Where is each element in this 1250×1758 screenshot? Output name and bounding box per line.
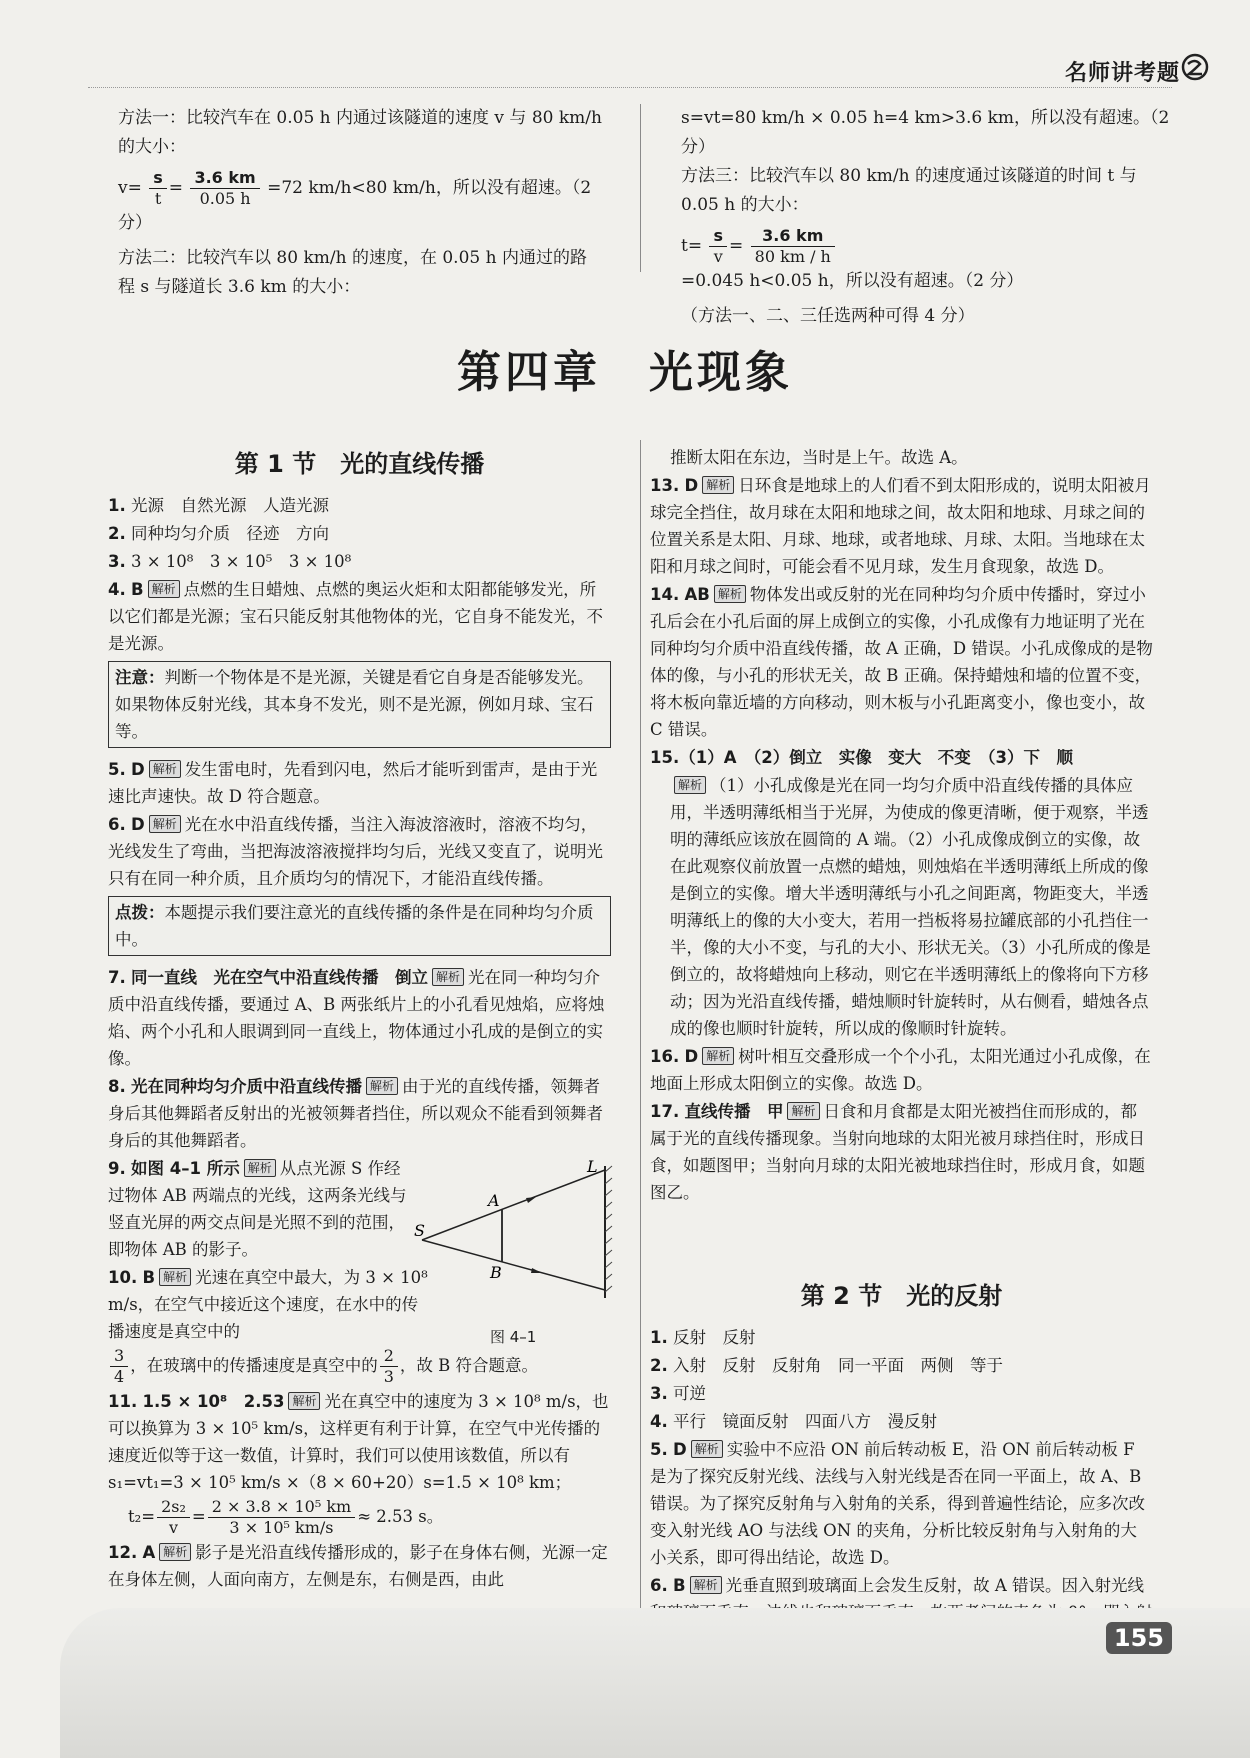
analysis-badge: 解析 bbox=[366, 1077, 398, 1095]
s2-q6-explanation: 光垂直照到玻璃面上会发生反射，故 A 错误。因入射光线 bbox=[725, 1576, 1144, 1595]
s1-q13 bbox=[650, 472, 1153, 580]
eq1-f2-den: 0.05 h bbox=[199, 189, 251, 208]
s1-q2 bbox=[108, 520, 611, 547]
q11-f2-den: 3 × 10⁵ km/s bbox=[229, 1518, 334, 1537]
s1-q4-choice: B bbox=[131, 580, 144, 599]
analysis-badge: 解析 bbox=[691, 1440, 723, 1458]
s1-q13-explanation: 日环食是地球上的人们看不到太阳形成的，说明太阳被月球完全挡住，故月球在太阳和地球之间，故太阳和地球、月球之间的位置关系是太阳、月球、地球，或者地球、月球、太阳。当地球在太阳和月球之间时，可能会看不见月球，发生月食现象，故选 D。 bbox=[650, 476, 1151, 576]
s1-q9-explanation: 从点光源 S 作经过物体 AB 两端点的光线，这两条光线与竖直光屏的两交点间是光照不到的范围，即物体 AB 的影子。 bbox=[108, 1159, 407, 1259]
s1-q12-choice: A bbox=[142, 1543, 156, 1562]
column-divider bbox=[640, 440, 641, 1610]
q10-f2-num: 2 bbox=[380, 1346, 398, 1367]
s1-q12-number: 12. bbox=[108, 1543, 138, 1562]
s1-q7-answer: 同一直线 光在空气中沿直线传播 倒立 bbox=[131, 968, 428, 987]
s1-q3-answer: 3 × 10⁸ 3 × 10⁵ 3 × 10⁸ bbox=[131, 552, 352, 571]
s1-q1-answer: 光源 自然光源 人造光源 bbox=[131, 496, 329, 515]
column-left bbox=[108, 492, 611, 1594]
note-box-2 bbox=[108, 896, 611, 956]
s1-q16-choice: D bbox=[684, 1047, 699, 1066]
analysis-badge: 解析 bbox=[702, 1047, 734, 1065]
top-left-block bbox=[118, 104, 618, 302]
q10-f2-den: 3 bbox=[383, 1367, 394, 1386]
note-text: 判断一个物体是不是光源，关键是看它自身是否能够发光。如果物体反射光线，其本身不发光，则不是光源，例如月球、宝石等。 bbox=[115, 668, 594, 741]
s1-q9-answer: 如图 4–1 所示 bbox=[131, 1159, 240, 1178]
tip-text: 本题提示我们要注意光的直线传播的条件是在同种均匀介质中。 bbox=[115, 903, 594, 949]
eq1-fraction-1 bbox=[149, 168, 167, 209]
q11-fraction-1 bbox=[157, 1497, 190, 1538]
q10-fraction-2 bbox=[380, 1346, 398, 1387]
tip-label: 点拨： bbox=[115, 903, 165, 922]
analysis-badge: 解析 bbox=[674, 776, 706, 794]
s1-q2-answer: 同种均匀介质 径迹 方向 bbox=[131, 524, 329, 543]
figure-4-1-diagram bbox=[412, 1160, 622, 1300]
eq3-fraction-1 bbox=[709, 226, 727, 267]
chapter-title: 第四章 光现象 bbox=[457, 347, 793, 398]
eq3-lhs: t= bbox=[681, 236, 703, 256]
method3-line2: 0.05 h 的大小： bbox=[681, 195, 809, 215]
method2-line2: 程 s 与隧道长 3.6 km 的大小： bbox=[118, 277, 361, 297]
s1-q14-choice: AB bbox=[684, 585, 710, 604]
s1-q5-explanation: 发生雷电时，先看到闪电，然后才能听到雷声，是由于光速比声速快。故 D 符合题意。 bbox=[108, 760, 598, 806]
s1-q15-explanation: （1）小孔成像是光在同一均匀介质中沿直线传播的具体应用，半透明薄纸相当于光屏，为使成的像更清晰，便于观察，半透明的薄纸应该放在圆筒的 A 端。（2）小孔成像成倒立的实像，故在此观察仪前放置一点燃的蜡烛，则烛焰在半透明薄纸上所成的像是倒立的实像。增大半透明薄纸与小孔之间距离，物距变大，半透明薄纸上的像的大小变大，若用一挡板将易拉罐底部的小孔挡住一半，像的大小不变，与孔的大小、形状无关。（3）小孔所成的像是倒立的，故将蜡烛向上移动，则它在半透明薄纸上的像将向下方移动；因为光沿直线传播，蜡烛顺时针旋转时，从右侧看，蜡烛各点成的像也顺时针旋转，所以成的像顺时针旋转。 bbox=[670, 776, 1151, 1038]
q11-f1-num: 2s₂ bbox=[157, 1497, 190, 1518]
s2-q5-explanation: 实验中不应沿 ON 前后转动板 E，沿 ON 前后转动板 F 是为了探究反射光线、法线与入射光线是否在同一平面上，故 A、B 错误。为了探究反射角与入射角的关系，得到普遍性结论，应多次改变入射光线 AO 与法线 ON 的夹角，分析比较反射角与入射角的大小关系，即可得出结论，故选 D。 bbox=[650, 1440, 1145, 1567]
method1-equation: v= $\frac{s}{t}$ = $\frac{3.6 km}{0.05 h}$ =72 km/h<80 km/h，所以没有超速。（2 分） bbox=[118, 168, 592, 233]
s1-q11-equation: t₂= $\frac{\text{2s₂}}{v}$ = $\frac{\text{2 × 3.8 × 10⁵ km}}{\text{3 × 10⁵ km/s}}$ ≈ 2.53 s。 bbox=[128, 1497, 444, 1537]
label-s: S bbox=[414, 1221, 425, 1240]
page-number: 155 bbox=[1106, 1622, 1172, 1654]
ray-upper bbox=[422, 1170, 605, 1240]
s2-q4-answer: 平行 镜面反射 四面八方 漫反射 bbox=[673, 1412, 937, 1431]
s1-q17 bbox=[650, 1098, 1153, 1206]
s1-q17-answer: 直线传播 甲 bbox=[684, 1102, 784, 1121]
s2-q5-number: 5. bbox=[650, 1440, 668, 1459]
eq1-f1-num: s bbox=[149, 168, 167, 189]
s1-q13-number: 13. bbox=[650, 476, 680, 495]
s1-q10-text3: ，故 B 符合题意。 bbox=[399, 1356, 538, 1375]
s1-q8-number: 8. bbox=[108, 1077, 126, 1096]
analysis-badge: 解析 bbox=[432, 968, 464, 986]
s1-q6-number: 6. bbox=[108, 815, 126, 834]
label-l: L bbox=[587, 1160, 598, 1176]
s1-q10 bbox=[108, 1264, 428, 1345]
s1-q14 bbox=[650, 581, 1153, 743]
eq3-f1-num: s bbox=[709, 226, 727, 247]
s2-q1-number: 1. bbox=[650, 1328, 668, 1347]
s1-q9-number: 9. bbox=[108, 1159, 126, 1178]
s1-q11 bbox=[108, 1388, 611, 1496]
header-brand: 名师讲考题 bbox=[1064, 61, 1180, 86]
q11-f1-den: v bbox=[168, 1518, 178, 1537]
s2-q6-number: 6. bbox=[650, 1576, 668, 1595]
eq3-fraction-2 bbox=[751, 226, 835, 267]
note-box-1 bbox=[108, 661, 611, 748]
method-note: （方法一、二、三任选两种可得 4 分） bbox=[681, 306, 975, 326]
screen-hatching bbox=[605, 1166, 612, 1292]
s1-q1 bbox=[108, 492, 611, 519]
s1-q4 bbox=[108, 576, 611, 657]
header-rule bbox=[88, 87, 1172, 88]
eq3-f2-den: 80 km / h bbox=[754, 247, 831, 266]
top-column-divider bbox=[640, 104, 641, 272]
s2-q4-number: 4. bbox=[650, 1412, 668, 1431]
s1-q8-explanation: 由于光的直线传播，领舞者身后其他舞蹈者反射出的光被领舞者挡住，所以观众不能看到领舞者身后的其他舞蹈者。 bbox=[108, 1077, 603, 1150]
s2-q1-answer: 反射 反射 bbox=[673, 1328, 756, 1347]
s2-q3 bbox=[650, 1380, 1153, 1407]
analysis-badge: 解析 bbox=[714, 585, 746, 603]
s2-q3-answer: 可逆 bbox=[673, 1384, 706, 1403]
method3-line1: 方法三：比较汽车以 80 km/h 的速度通过该隧道的时间 t 与 bbox=[681, 166, 1137, 186]
s1-q16-explanation: 树叶相互交叠形成一个个小孔，太阳光通过小孔成像，在地面上形成太阳倒立的实像。故选 D。 bbox=[650, 1047, 1151, 1093]
eq1-f1-den: t bbox=[154, 189, 162, 208]
s1-q10-text2: ，在玻璃中的传播速度是真空中的 bbox=[130, 1356, 378, 1375]
s1-q5-choice: D bbox=[131, 760, 145, 779]
section-2-body bbox=[650, 1324, 1153, 1654]
s1-q10-choice: B bbox=[142, 1268, 156, 1287]
method1-line2: 的大小： bbox=[118, 137, 186, 157]
s1-q6-explanation: 光在水中沿直线传播，当注入海波溶液时，溶液不均匀，光线发生了弯曲，当把海波溶液搅拌均匀后，光线又变直了，说明光只有在同一种介质，且介质均匀的情况下，才能沿直线传播。 bbox=[108, 815, 603, 888]
q11-eq-lhs: t₂= bbox=[128, 1507, 156, 1526]
eq1-f2-num: 3.6 km bbox=[190, 168, 259, 189]
s1-q15-answer: （1）A （2）倒立 实像 变大 不变 （3）下 顺 bbox=[679, 748, 1073, 767]
eq1-rhs: =72 km/h<80 km/h，所以没有超速。（2 分） bbox=[118, 178, 592, 233]
method1-line1: 方法一：比较汽车在 0.05 h 内通过该隧道的速度 v 与 80 km/h bbox=[118, 108, 602, 128]
section-2-title: 第 2 节 光的反射 bbox=[800, 1282, 1003, 1310]
s1-q14-number: 14. bbox=[650, 585, 680, 604]
s1-q11-answer: 1.5 × 10⁸ 2.53 bbox=[142, 1392, 285, 1411]
s1-q4-explanation: 点燃的生日蜡烛、点燃的奥运火炬和太阳都能够发光，所以它们都是光源；宝石只能反射其他物体的光，它自身不能发光，不是光源。 bbox=[108, 580, 603, 653]
analysis-badge: 解析 bbox=[702, 476, 734, 494]
method3-equation: t= $\frac{s}{v}$ = $\frac{3.6 km}{80 km / h}$ =0.045 h<0.05 h，所以没有超速。（2 分） bbox=[681, 226, 1024, 291]
analysis-badge: 解析 bbox=[787, 1102, 819, 1120]
q10-f1-den: 4 bbox=[114, 1367, 125, 1386]
s1-q5 bbox=[108, 756, 611, 810]
analysis-badge: 解析 bbox=[690, 1576, 722, 1594]
s1-q15-number: 15. bbox=[650, 748, 680, 767]
eq3-f2-num: 3.6 km bbox=[751, 226, 835, 247]
s2-q5-choice: D bbox=[673, 1440, 687, 1459]
figure-caption: 图 4–1 bbox=[490, 1328, 537, 1346]
eq3-rhs: =0.045 h<0.05 h，所以没有超速。（2 分） bbox=[681, 271, 1024, 291]
brand-logo-icon bbox=[1180, 52, 1210, 86]
s1-q12 bbox=[108, 1539, 611, 1593]
s2-q4 bbox=[650, 1408, 1153, 1435]
s1-q6 bbox=[108, 811, 611, 892]
s2-q2-answer: 入射 反射 反射角 同一平面 两侧 等于 bbox=[673, 1356, 1003, 1375]
s1-q16 bbox=[650, 1043, 1153, 1097]
s1-q7-number: 7. bbox=[108, 968, 126, 987]
s1-q15 bbox=[650, 744, 1153, 771]
s2-q1 bbox=[650, 1324, 1153, 1351]
q11-eq-rhs: ≈ 2.53 s。 bbox=[357, 1507, 444, 1526]
q10-f1-num: 3 bbox=[110, 1346, 128, 1367]
s1-q1-number: 1. bbox=[108, 496, 126, 515]
q11-f2-num: 2 × 3.8 × 10⁵ km bbox=[208, 1497, 356, 1518]
s1-q3-number: 3. bbox=[108, 552, 126, 571]
s1-q15-analysis bbox=[650, 772, 1153, 1042]
q10-fraction-1 bbox=[110, 1346, 128, 1387]
analysis-badge: 解析 bbox=[244, 1159, 276, 1177]
eq3-f1-den: v bbox=[713, 247, 723, 266]
analysis-badge: 解析 bbox=[149, 815, 181, 833]
analysis-badge: 解析 bbox=[288, 1392, 320, 1410]
s1-q9 bbox=[108, 1155, 408, 1263]
note-label: 注意： bbox=[115, 668, 165, 687]
s1-q4-number: 4. bbox=[108, 580, 126, 599]
s1-q14-explanation: 物体发出或反射的光在同种均匀介质中传播时，穿过小孔后会在小孔后面的屏上成倒立的实像，小孔成像有力地证明了光在同种均匀介质中沿直线传播，故 A 正确，D 错误。小孔成像成的是物体的像，与小孔的形状无关，故 B 正确。保持蜡烛和墙的位置不变，将木板向靠近墙的方向移动，则木板与小孔距离变小，像也变小，故 C 错误。 bbox=[650, 585, 1153, 739]
analysis-badge: 解析 bbox=[159, 1268, 191, 1286]
s1-q5-number: 5. bbox=[108, 760, 126, 779]
s1-q8 bbox=[108, 1073, 611, 1154]
s1-q10-cont bbox=[108, 1346, 611, 1387]
s1-q17-explanation: 日食和月食都是太阳光被挡住而形成的，都属于光的直线传播现象。当射向地球的太阳光被月球挡住时，形成日食，如题图甲；当射向月球的太阳光被地球挡住时，形成月食，如题图乙。 bbox=[650, 1102, 1145, 1202]
footer-band bbox=[60, 1608, 1250, 1758]
s1-q11-explanation: 光在真空中的速度为 3 × 10⁸ m/s，也可以换算为 3 × 10⁵ km/s，这样更有利于计算，在空气中光传播的速度近似等于这一数值，计算时，我们可以使用该数值，所以有 s₁=vt₁=3 × 10⁵ km/s ×（8 × 60+20）s=1.5 × 10⁸ km； bbox=[108, 1392, 609, 1492]
s1-q3 bbox=[108, 548, 611, 575]
method2-result: s=vt=80 km/h × 0.05 h=4 km>3.6 km，所以没有超速。（2 分） bbox=[681, 108, 1170, 157]
analysis-badge: 解析 bbox=[149, 760, 181, 778]
s1-q8-answer: 光在同种均匀介质中沿直线传播 bbox=[131, 1077, 362, 1096]
s1-q6-choice: D bbox=[131, 815, 145, 834]
s1-q11-number: 11. bbox=[108, 1392, 138, 1411]
label-a: A bbox=[488, 1191, 500, 1210]
ray-lower bbox=[422, 1240, 605, 1290]
s1-q17-number: 17. bbox=[650, 1102, 680, 1121]
s2-q3-number: 3. bbox=[650, 1384, 668, 1403]
s2-q6-choice: B bbox=[673, 1576, 686, 1595]
s1-q10-explanation: 光速在真空中最大，为 3 × 10⁸ m/s，在空气中接近这个速度，在水中的传播速度是真空中的 bbox=[108, 1268, 428, 1341]
s2-q2-number: 2. bbox=[650, 1356, 668, 1375]
s1-q10-number: 10. bbox=[108, 1268, 138, 1287]
s1-q7-explanation: 光在同一种均匀介质中沿直线传播，要通过 A、B 两张纸片上的小孔看见烛焰，应将烛焰、两个小孔和人眼调到同一直线上，物体通过小孔成的是倒立的实像。 bbox=[108, 968, 605, 1068]
eq1-lhs: v= bbox=[118, 178, 142, 198]
s1-q12-explanation: 影子是光沿直线传播形成的，影子在身体右侧，光源一定在身体左侧，人面向南方，左侧是东，右侧是西，由此 bbox=[108, 1543, 608, 1589]
section-1-title: 第 1 节 光的直线传播 bbox=[234, 450, 485, 478]
arrow-upper-icon bbox=[526, 1197, 536, 1203]
s2-q2 bbox=[650, 1352, 1153, 1379]
s1-q16-number: 16. bbox=[650, 1047, 680, 1066]
analysis-badge: 解析 bbox=[148, 580, 180, 598]
analysis-badge: 解析 bbox=[159, 1543, 191, 1561]
eq1-fraction-2 bbox=[190, 168, 259, 209]
s1-q7 bbox=[108, 964, 611, 1072]
label-b: B bbox=[490, 1263, 502, 1282]
top-right-block bbox=[681, 104, 1181, 331]
s1-q12-continued: 推断太阳在东边，当时是上午。故选 A。 bbox=[670, 448, 968, 467]
column-right bbox=[650, 444, 1153, 1207]
s1-q13-choice: D bbox=[684, 476, 699, 495]
q11-fraction-2 bbox=[208, 1497, 356, 1538]
arrow-lower-icon bbox=[531, 1268, 542, 1273]
figure-4-1 bbox=[412, 1160, 622, 1304]
s2-q5 bbox=[650, 1436, 1153, 1571]
method2-line1: 方法二：比较汽车以 80 km/h 的速度，在 0.05 h 内通过的路 bbox=[118, 248, 587, 268]
s1-q2-number: 2. bbox=[108, 524, 126, 543]
